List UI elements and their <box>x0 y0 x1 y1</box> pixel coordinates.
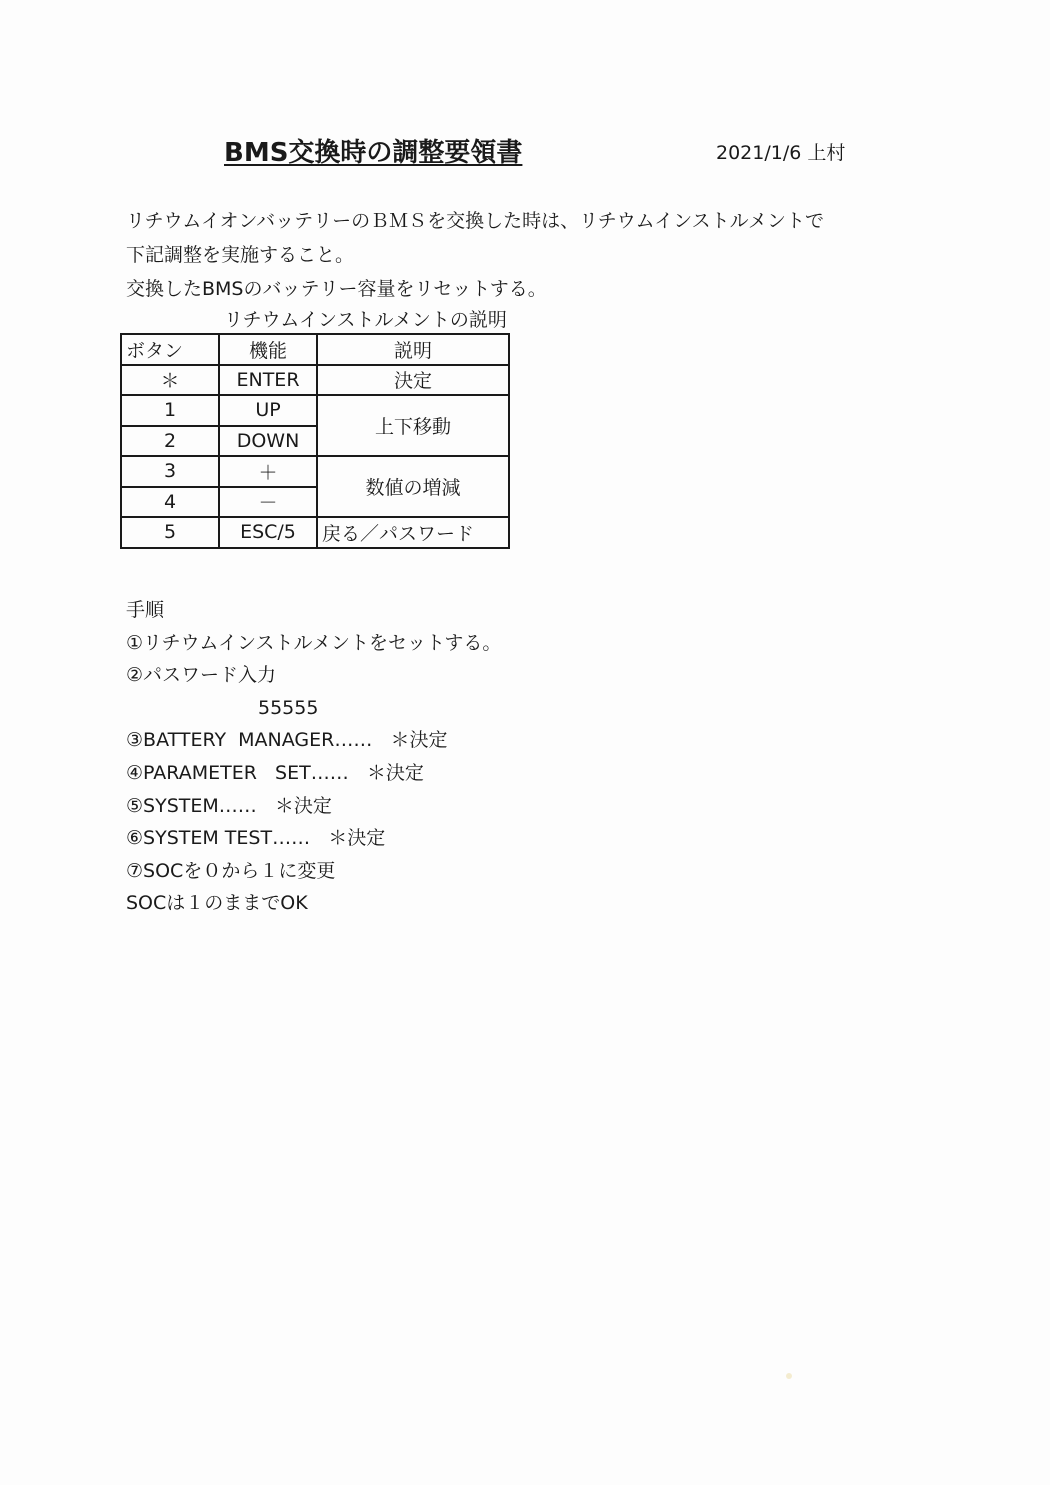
header-function: 機能 <box>219 334 317 365</box>
cell-button: 2 <box>121 426 219 457</box>
cell-description: 数値の増減 <box>317 456 509 517</box>
intro-line-1: リチウムイオンバッテリーのＢＭＳを交換した時は、リチウムインストルメントで <box>126 210 825 232</box>
procedure-step: ①リチウムインストルメントをセットする。 <box>126 631 502 654</box>
intro-line-3: 交換したBMSのバッテリー容量をリセットする。 <box>126 278 547 300</box>
header-description: 説明 <box>317 334 509 365</box>
password-value: 55555 <box>258 696 319 719</box>
cell-button: ＊ <box>121 365 219 396</box>
procedure-step: ③BATTERY MANAGER…… ＊決定 <box>126 729 448 752</box>
table-row <box>121 456 509 487</box>
cell-description: 戻る／パスワード <box>317 517 509 548</box>
cell-description: 決定 <box>317 365 509 396</box>
procedure-note: SOCは１のままでOK <box>126 892 308 915</box>
document-title: BMS交換時の調整要領書 <box>224 138 523 168</box>
cell-button: 4 <box>121 487 219 518</box>
cell-button: 5 <box>121 517 219 548</box>
header-button: ボタン <box>121 334 219 365</box>
cell-function: ESC/5 <box>219 517 317 548</box>
cell-function: DOWN <box>219 426 317 457</box>
cell-function: ＋ <box>219 456 317 487</box>
procedure-step: ⑤SYSTEM…… ＊決定 <box>126 794 332 817</box>
table-header-row <box>121 334 509 365</box>
procedure-heading: 手順 <box>126 599 165 621</box>
cell-button: 1 <box>121 395 219 426</box>
procedure-step: ②パスワード入力 <box>126 664 277 687</box>
cell-function: ENTER <box>219 365 317 396</box>
procedure-step: ⑥SYSTEM TEST…… ＊決定 <box>126 827 386 850</box>
cell-function: － <box>219 487 317 518</box>
scan-speck <box>786 1373 792 1379</box>
cell-function: UP <box>219 395 317 426</box>
intro-line-2: 下記調整を実施すること。 <box>126 244 355 266</box>
table-row <box>121 517 509 548</box>
table-caption: リチウムインストルメントの説明 <box>224 309 507 331</box>
table-row <box>121 395 509 426</box>
procedure-step: ④PARAMETER SET…… ＊決定 <box>126 761 424 784</box>
procedure-list <box>126 596 501 922</box>
date-author: 2021/1/6 上村 <box>716 142 846 164</box>
cell-button: 3 <box>121 456 219 487</box>
procedure-step: ⑦SOCを０から１に変更 <box>126 859 336 882</box>
table-row <box>121 365 509 396</box>
cell-description: 上下移動 <box>317 395 509 456</box>
button-function-table <box>120 333 510 549</box>
